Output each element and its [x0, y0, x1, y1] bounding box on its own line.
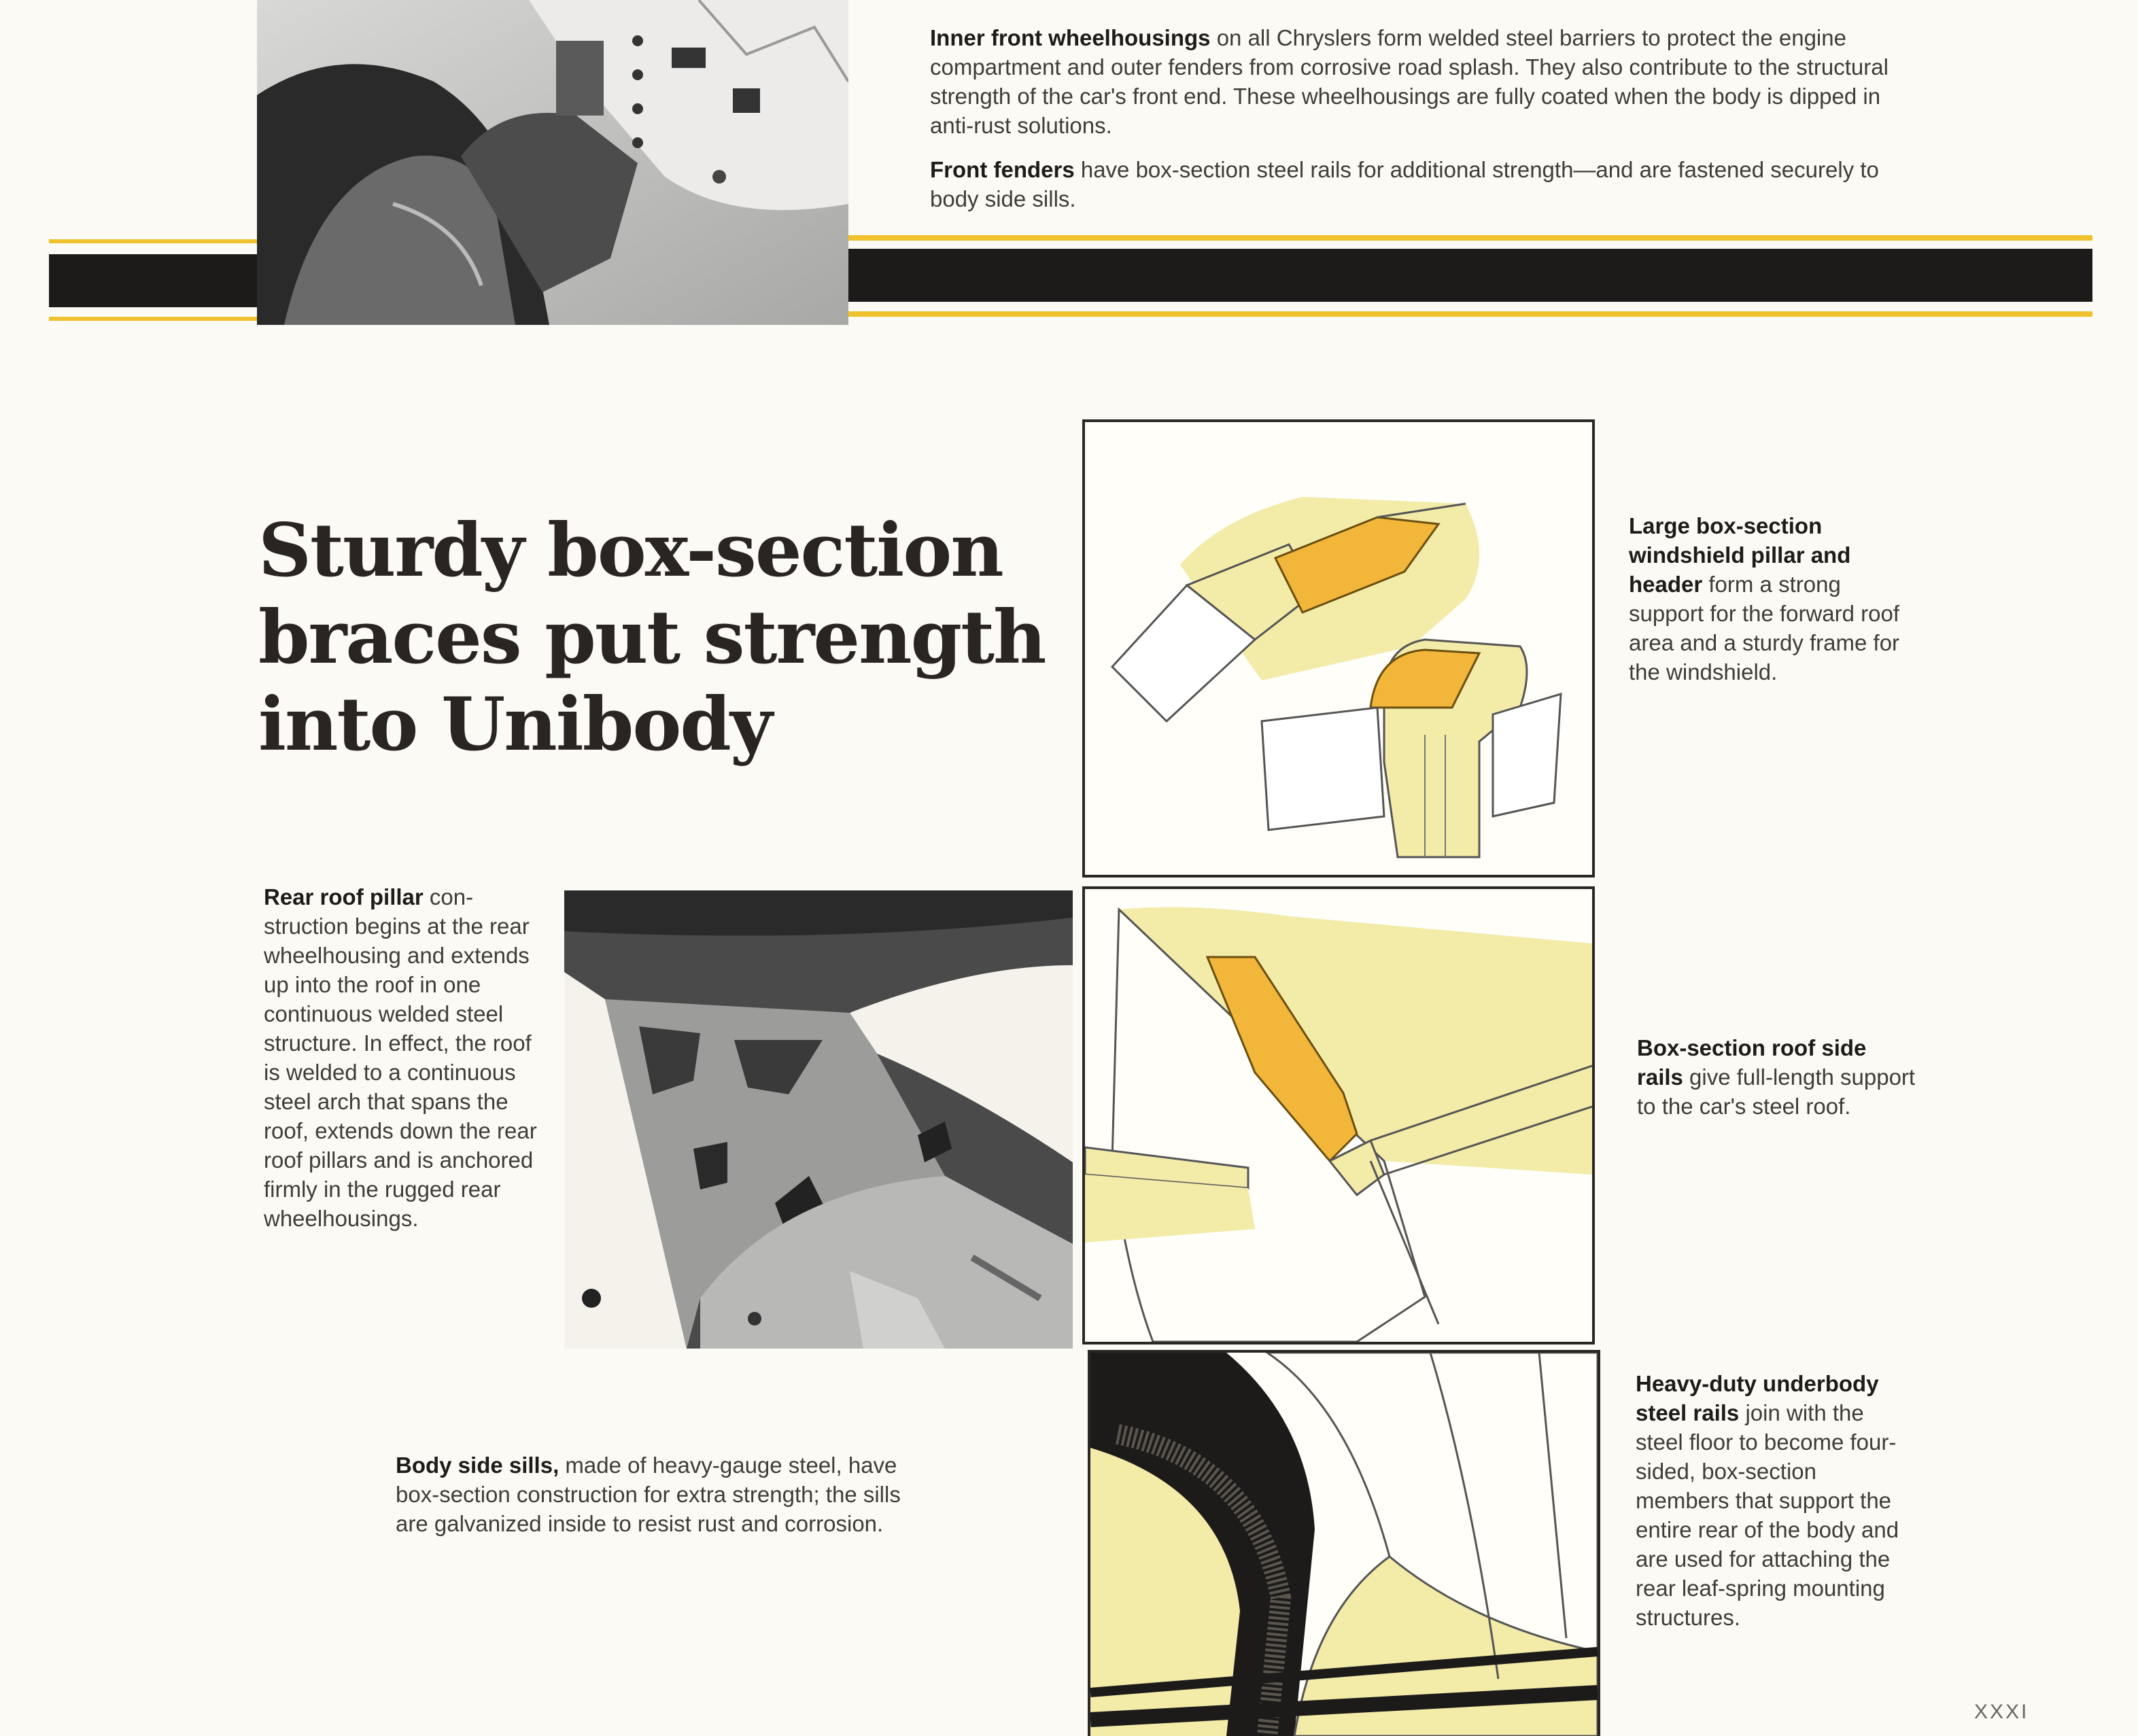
windshield-caption-lead: Large box-section windshield pillar and header [1629, 513, 1851, 597]
front-fenders-body: have box-section steel rails for additional strength—and are fastened securely to body side sills. [930, 157, 1879, 211]
title-line-3: into Unibody [258, 682, 772, 767]
front-fenders-lead: Front fenders [930, 157, 1075, 182]
stripe-yellow-top-right [848, 235, 2092, 241]
body-sills-caption-lead: Body side sills, [396, 1453, 559, 1478]
underbody-caption [1636, 1369, 1914, 1632]
title-line-1: Sturdy box-section [258, 508, 1003, 593]
roof-pillar-caption-lead: Rear roof pillar [264, 884, 424, 909]
roof-pillar-photo [564, 890, 1073, 1349]
body-sills-caption-body: made of heavy-gauge steel, have box-section construction for extra strength; the sills are galvanized inside to resist rust and corrosion. [396, 1453, 901, 1536]
wheelhousing-paragraph [930, 23, 1909, 140]
windshield-pillar-illustration [1082, 419, 1595, 878]
underbody-caption-lead: Heavy-duty underbody steel rails [1636, 1371, 1879, 1425]
roof-rail-illustration [1082, 886, 1595, 1344]
title-line-2: braces put strength [258, 595, 1046, 680]
underbody-rail-illustration [1088, 1350, 1600, 1736]
page-number: XXXI [1974, 1701, 2029, 1723]
roof-rail-caption [1637, 1033, 1916, 1121]
wheelhousing-photo [257, 0, 848, 325]
stripe-black-right [848, 249, 2092, 302]
roof-rail-caption-lead: Box-section roof side rails [1637, 1035, 1867, 1090]
page-title [258, 507, 1074, 768]
windshield-caption [1629, 511, 1908, 687]
body-sills-caption [396, 1451, 912, 1538]
roof-rail-caption-body: give full-length support to the car's steel roof. [1637, 1064, 1916, 1119]
stripe-yellow-bottom-right [848, 311, 2092, 317]
stripe-yellow-top-left [49, 239, 257, 243]
windshield-caption-body: form a strong support for the forward roof area and a sturdy frame for the windshield. [1629, 572, 1900, 684]
roof-pillar-caption [264, 882, 542, 1233]
wheelhousing-body: on all Chryslers form welded steel barriers to protect the engine compartment and outer fenders from corrosive road splash. They also contribute to the structural strength of the car's front end. These wheelhousings are fully coated when the body is dipped in anti-rust solutions. [930, 25, 1889, 138]
stripe-yellow-bottom-left [49, 317, 257, 321]
wheelhousing-lead: Inner front wheelhousings [930, 25, 1211, 50]
roof-pillar-caption-body: con-struction begins at the rear wheelhousing and extends up into the roof in one continuous welded steel structure. In effect, the roof is welded to a continuous steel arch that spans the roof, extends down the rear roof pillars and is anchored firmly in the rugged rear wheelhousings. [264, 884, 537, 1231]
stripe-black-left [49, 254, 257, 307]
front-fenders-paragraph [930, 155, 1909, 213]
underbody-caption-body: join with the steel floor to become four-sided, box-section members that support the entire rear of the body and are used for attaching the rear leaf-spring mounting structures. [1636, 1400, 1899, 1630]
